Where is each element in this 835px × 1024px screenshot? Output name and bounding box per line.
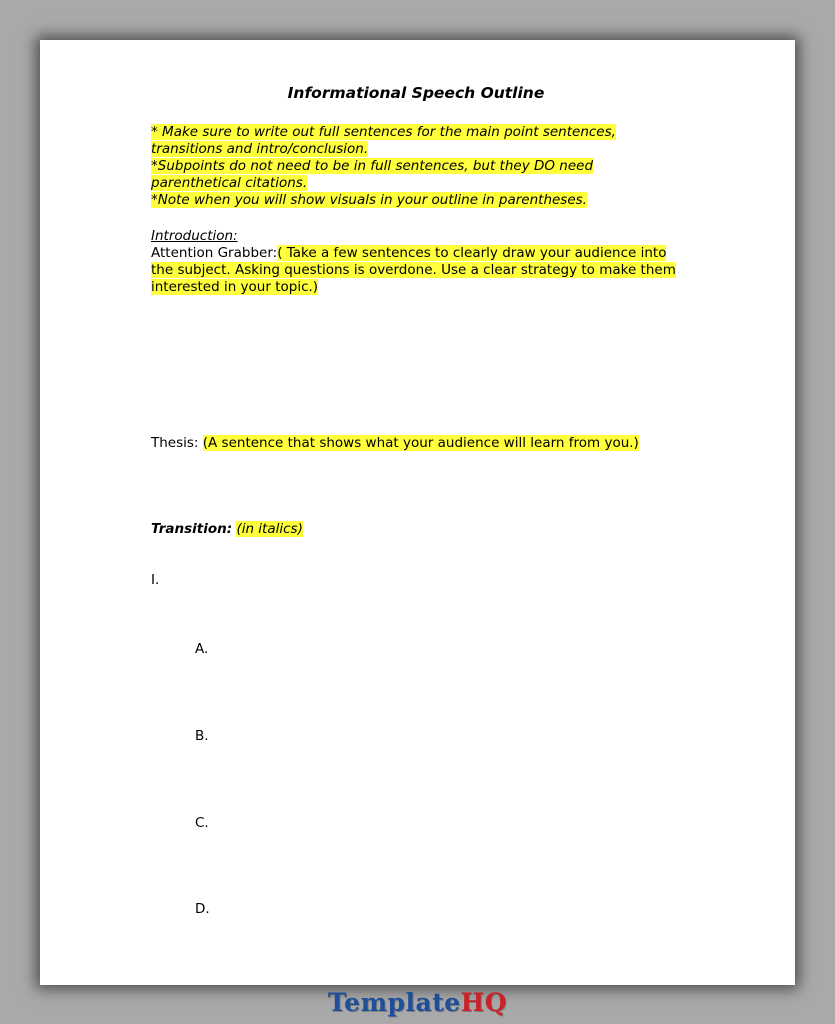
transition-label: Transition:: [151, 521, 233, 537]
subpoint-d-marker: D.: [195, 901, 210, 917]
logo-part-template: Template: [327, 988, 461, 1017]
subpoint-b-marker: B.: [195, 728, 209, 744]
thesis-label: Thesis:: [151, 435, 203, 451]
subpoint-a-marker: A.: [195, 641, 209, 657]
note-2: [151, 158, 681, 192]
note-2-text: *Subpoints do not need to be in full sentences, but they DO need parenthetical citations.: [151, 158, 594, 191]
note-1-text: * Make sure to write out full sentences for the main point sentences, transitions and intro/conclusion.: [151, 124, 616, 157]
transition-line: [151, 521, 303, 538]
introduction-section: [151, 228, 681, 296]
attention-grabber-text: ( Take a few sentences to clearly draw your audience into the subject. Asking questions is overdone. Use a clear strategy to make them interested in your topic.): [151, 245, 676, 295]
note-3-text: *Note when you will show visuals in your outline in parentheses.: [151, 192, 587, 208]
logo-part-hq: HQ: [460, 988, 508, 1017]
note-1: [151, 124, 681, 158]
attention-grabber: [151, 245, 681, 296]
note-3: [151, 192, 681, 209]
thesis-text: (A sentence that shows what your audience will learn from you.): [202, 435, 639, 451]
templatehq-logo: [0, 988, 835, 1017]
introduction-heading: Introduction:: [151, 228, 238, 244]
document-page: [40, 40, 795, 985]
instruction-notes: [151, 124, 681, 209]
transition-hint: (in italics): [236, 521, 303, 537]
subpoint-c-marker: C.: [195, 815, 209, 831]
main-point-marker: I.: [151, 572, 160, 588]
document-title: Informational Speech Outline: [287, 84, 545, 102]
attention-grabber-label: Attention Grabber:: [151, 245, 278, 261]
thesis-line: [151, 435, 639, 452]
